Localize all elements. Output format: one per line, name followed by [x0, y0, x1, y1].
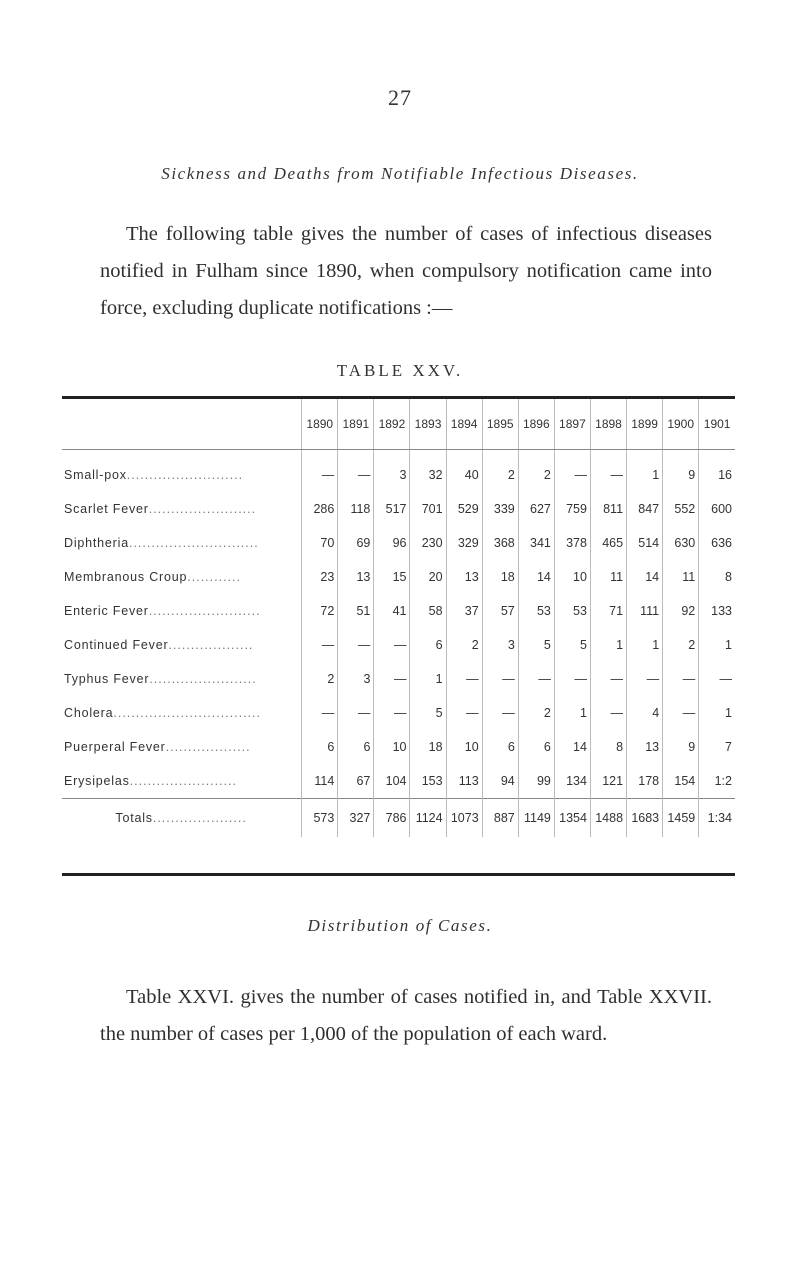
- case-count-cell: 329: [446, 526, 482, 560]
- intro-paragraph: The following table gives the number of cases of infectious diseases notified in Fulham since 1890, when compulsory notification came into force, excluding duplicate notifications :—: [100, 222, 712, 319]
- case-count-cell: 92: [663, 594, 699, 628]
- totals-label-cell: [62, 799, 302, 838]
- case-count-cell: 23: [302, 560, 338, 594]
- case-count-cell: —: [338, 450, 374, 493]
- case-count-cell: —: [302, 628, 338, 662]
- case-count-cell: —: [374, 628, 410, 662]
- case-count-cell: 627: [518, 492, 554, 526]
- case-count-cell: 3: [374, 450, 410, 493]
- totals-row: [62, 799, 735, 838]
- case-count-cell: 5: [518, 628, 554, 662]
- case-count-cell: 636: [699, 526, 735, 560]
- year-header: 1896: [518, 399, 554, 450]
- case-count-cell: 40: [446, 450, 482, 493]
- case-count-cell: 11: [663, 560, 699, 594]
- case-count-cell: —: [302, 696, 338, 730]
- case-count-cell: 20: [410, 560, 446, 594]
- disease-name: Puerperal Fever: [64, 740, 166, 754]
- case-count-cell: 96: [374, 526, 410, 560]
- case-count-cell: 114: [302, 764, 338, 799]
- leader-dots: ........................: [129, 774, 238, 788]
- case-count-cell: 118: [338, 492, 374, 526]
- year-header: 1894: [446, 399, 482, 450]
- case-count-cell: 16: [699, 450, 735, 493]
- case-count-cell: 847: [627, 492, 663, 526]
- case-count-cell: 5: [554, 628, 590, 662]
- case-count-cell: 7: [699, 730, 735, 764]
- disease-label-cell: [62, 526, 302, 560]
- disease-label-cell: [62, 764, 302, 799]
- case-count-cell: —: [590, 696, 626, 730]
- case-count-cell: 37: [446, 594, 482, 628]
- case-count-cell: 1: [627, 628, 663, 662]
- leader-dots: ........................: [149, 672, 257, 686]
- table-bottom-rule: [62, 873, 735, 876]
- case-count-cell: 94: [482, 764, 518, 799]
- disease-label-cell: [62, 594, 302, 628]
- case-count-cell: 1: [699, 628, 735, 662]
- case-count-cell: 600: [699, 492, 735, 526]
- table-row: [62, 594, 735, 628]
- disease-label-cell: [62, 696, 302, 730]
- header-blank: [62, 399, 302, 450]
- total-value-cell: 1149: [518, 799, 554, 838]
- case-count-cell: 9: [663, 450, 699, 493]
- case-count-cell: 341: [518, 526, 554, 560]
- case-count-cell: —: [590, 450, 626, 493]
- case-count-cell: —: [554, 450, 590, 493]
- disease-label-cell: [62, 730, 302, 764]
- case-count-cell: 6: [482, 730, 518, 764]
- total-value-cell: 1:34: [699, 799, 735, 838]
- case-count-cell: 230: [410, 526, 446, 560]
- case-count-cell: —: [338, 628, 374, 662]
- total-value-cell: 1459: [663, 799, 699, 838]
- case-count-cell: 10: [554, 560, 590, 594]
- case-count-cell: 53: [554, 594, 590, 628]
- case-count-cell: —: [338, 696, 374, 730]
- total-value-cell: 573: [302, 799, 338, 838]
- year-header: 1893: [410, 399, 446, 450]
- case-count-cell: 1: [590, 628, 626, 662]
- leader-dots: .........................: [148, 604, 261, 618]
- disease-label-cell: [62, 662, 302, 696]
- case-count-cell: 10: [446, 730, 482, 764]
- leader-dots: .................................: [113, 706, 261, 720]
- case-count-cell: 111: [627, 594, 663, 628]
- table-title: TABLE XXV.: [336, 361, 464, 380]
- case-count-cell: 552: [663, 492, 699, 526]
- leader-dots: ...................: [168, 638, 254, 652]
- year-header: 1895: [482, 399, 518, 450]
- total-value-cell: 1073: [446, 799, 482, 838]
- case-count-cell: 121: [590, 764, 626, 799]
- leader-dots: ...................: [165, 740, 251, 754]
- year-header: 1899: [627, 399, 663, 450]
- leader-dots: ..........................: [126, 468, 244, 482]
- case-count-cell: 133: [699, 594, 735, 628]
- case-count-cell: 339: [482, 492, 518, 526]
- case-count-cell: 18: [482, 560, 518, 594]
- year-header: 1898: [590, 399, 626, 450]
- year-header: 1901: [699, 399, 735, 450]
- total-value-cell: 1488: [590, 799, 626, 838]
- case-count-cell: 378: [554, 526, 590, 560]
- case-count-cell: 1: [699, 696, 735, 730]
- disease-name: Continued Fever: [64, 638, 169, 652]
- case-count-cell: 517: [374, 492, 410, 526]
- case-count-cell: 13: [338, 560, 374, 594]
- year-header: 1897: [554, 399, 590, 450]
- total-value-cell: 1354: [554, 799, 590, 838]
- case-count-cell: 1: [554, 696, 590, 730]
- case-count-cell: 13: [446, 560, 482, 594]
- case-count-cell: 71: [590, 594, 626, 628]
- case-count-cell: 368: [482, 526, 518, 560]
- leader-dots: ........................: [148, 502, 257, 516]
- case-count-cell: 69: [338, 526, 374, 560]
- table-row: [62, 696, 735, 730]
- case-count-cell: 4: [627, 696, 663, 730]
- case-count-cell: 178: [627, 764, 663, 799]
- case-count-cell: 67: [338, 764, 374, 799]
- case-count-cell: 6: [518, 730, 554, 764]
- case-count-cell: 5: [410, 696, 446, 730]
- case-count-cell: 1:2: [699, 764, 735, 799]
- case-count-cell: 2: [518, 450, 554, 493]
- case-count-cell: 57: [482, 594, 518, 628]
- case-count-cell: —: [446, 662, 482, 696]
- totals-label: Totals: [115, 811, 153, 825]
- total-value-cell: 1683: [627, 799, 663, 838]
- case-count-cell: 13: [627, 730, 663, 764]
- case-count-cell: 104: [374, 764, 410, 799]
- year-header: 1890: [302, 399, 338, 450]
- case-count-cell: —: [590, 662, 626, 696]
- case-count-cell: 154: [663, 764, 699, 799]
- disease-name: Diphtheria: [64, 536, 129, 550]
- case-count-cell: 6: [410, 628, 446, 662]
- case-count-cell: 630: [663, 526, 699, 560]
- page-number: 27: [388, 85, 412, 110]
- disease-name: Enteric Fever: [64, 604, 149, 618]
- disease-name: Membranous Croup: [64, 570, 188, 584]
- case-count-cell: 2: [302, 662, 338, 696]
- table-row: [62, 526, 735, 560]
- disease-name: Scarlet Fever: [64, 502, 149, 516]
- distribution-heading: Distribution of Cases.: [307, 916, 493, 935]
- case-count-cell: 1: [627, 450, 663, 493]
- case-count-cell: 2: [518, 696, 554, 730]
- disease-label-cell: [62, 450, 302, 493]
- case-count-cell: 9: [663, 730, 699, 764]
- table-row: [62, 730, 735, 764]
- disease-name: Cholera: [64, 706, 114, 720]
- disease-label-cell: [62, 628, 302, 662]
- case-count-cell: 3: [482, 628, 518, 662]
- section-heading: Sickness and Deaths from Notifiable Infectious Diseases.: [161, 164, 639, 183]
- case-count-cell: —: [699, 662, 735, 696]
- case-count-cell: 134: [554, 764, 590, 799]
- case-count-cell: 3: [338, 662, 374, 696]
- total-value-cell: 887: [482, 799, 518, 838]
- total-value-cell: 1124: [410, 799, 446, 838]
- case-count-cell: 2: [663, 628, 699, 662]
- disease-name: Small-pox: [64, 468, 127, 482]
- case-count-cell: 70: [302, 526, 338, 560]
- table-header-row: [62, 399, 735, 450]
- case-count-cell: —: [518, 662, 554, 696]
- case-count-cell: 58: [410, 594, 446, 628]
- case-count-cell: 14: [627, 560, 663, 594]
- table-row: [62, 662, 735, 696]
- case-count-cell: 72: [302, 594, 338, 628]
- case-count-cell: 14: [518, 560, 554, 594]
- case-count-cell: 8: [699, 560, 735, 594]
- case-count-cell: —: [374, 662, 410, 696]
- disease-table: [62, 399, 735, 837]
- disease-label-cell: [62, 492, 302, 526]
- table-body: [62, 450, 735, 838]
- leader-dots: .............................: [128, 536, 259, 550]
- total-value-cell: 786: [374, 799, 410, 838]
- case-count-cell: 701: [410, 492, 446, 526]
- case-count-cell: 53: [518, 594, 554, 628]
- case-count-cell: 2: [446, 628, 482, 662]
- case-count-cell: 51: [338, 594, 374, 628]
- case-count-cell: —: [446, 696, 482, 730]
- year-header: 1892: [374, 399, 410, 450]
- case-count-cell: 113: [446, 764, 482, 799]
- case-count-cell: 99: [518, 764, 554, 799]
- table-row: [62, 450, 735, 493]
- case-count-cell: 514: [627, 526, 663, 560]
- leader-dots: .....................: [152, 811, 247, 825]
- case-count-cell: 10: [374, 730, 410, 764]
- disease-name: Typhus Fever: [64, 672, 150, 686]
- case-count-cell: 18: [410, 730, 446, 764]
- table-row: [62, 560, 735, 594]
- case-count-cell: 759: [554, 492, 590, 526]
- total-value-cell: 327: [338, 799, 374, 838]
- case-count-cell: 1: [410, 662, 446, 696]
- table-row: [62, 628, 735, 662]
- disease-label-cell: [62, 560, 302, 594]
- case-count-cell: 14: [554, 730, 590, 764]
- case-count-cell: —: [663, 696, 699, 730]
- distribution-paragraph: Table XXVI. gives the number of cases notified in, and Table XXVII. the number of cases per 1,000 of the population of each ward.: [100, 985, 712, 1045]
- case-count-cell: 6: [338, 730, 374, 764]
- case-count-cell: 6: [302, 730, 338, 764]
- case-count-cell: 32: [410, 450, 446, 493]
- case-count-cell: —: [482, 662, 518, 696]
- disease-name: Erysipelas: [64, 774, 130, 788]
- case-count-cell: 11: [590, 560, 626, 594]
- case-count-cell: —: [554, 662, 590, 696]
- leader-dots: ............: [187, 570, 241, 584]
- case-count-cell: —: [627, 662, 663, 696]
- case-count-cell: 15: [374, 560, 410, 594]
- case-count-cell: 465: [590, 526, 626, 560]
- table-row: [62, 764, 735, 799]
- table-row: [62, 492, 735, 526]
- case-count-cell: 2: [482, 450, 518, 493]
- case-count-cell: 8: [590, 730, 626, 764]
- year-header: 1891: [338, 399, 374, 450]
- year-header: 1900: [663, 399, 699, 450]
- case-count-cell: 286: [302, 492, 338, 526]
- case-count-cell: —: [302, 450, 338, 493]
- case-count-cell: 153: [410, 764, 446, 799]
- case-count-cell: —: [663, 662, 699, 696]
- case-count-cell: —: [374, 696, 410, 730]
- case-count-cell: —: [482, 696, 518, 730]
- case-count-cell: 811: [590, 492, 626, 526]
- case-count-cell: 529: [446, 492, 482, 526]
- case-count-cell: 41: [374, 594, 410, 628]
